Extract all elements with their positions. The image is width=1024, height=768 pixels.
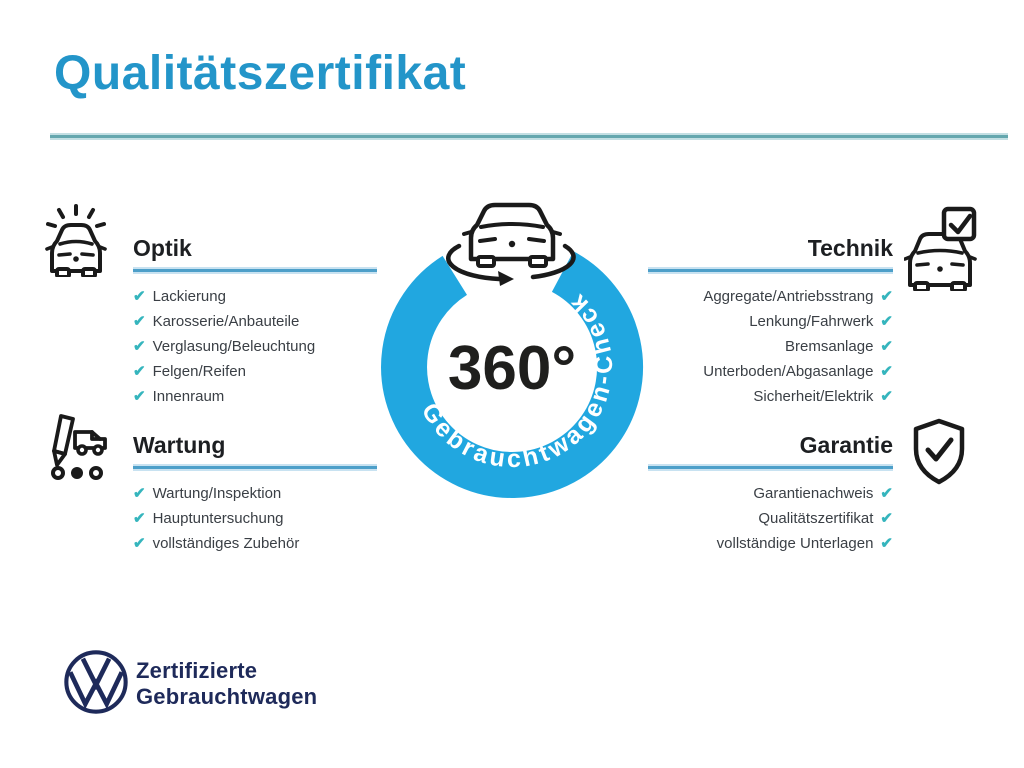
360-check-badge [368,186,656,506]
checklist-item [133,309,377,334]
check-icon: ✔ [880,363,893,380]
check-icon: ✔ [880,510,893,527]
checklist-item [133,359,377,384]
check-icon: ✔ [133,485,146,502]
check-icon: ✔ [133,288,146,305]
item-label: Qualitätszertifikat [758,510,874,527]
checklist-item [648,481,893,506]
service-checklist-icon [42,410,112,484]
checklist-item [133,531,377,556]
checklist-item [648,309,893,334]
item-label: Lenkung/Fahrwerk [749,313,874,330]
checklist-item [133,506,377,531]
checklist-item [133,384,377,409]
item-label: Garantienachweis [753,485,874,502]
section-underline [133,269,377,272]
rotating-car-icon [464,205,560,266]
item-label: vollständige Unterlagen [716,535,874,552]
check-icon: ✔ [880,535,893,552]
checklist-optik [133,284,377,409]
section-underline [648,466,893,469]
item-label: Innenraum [152,388,225,405]
item-label: Wartung/Inspektion [152,485,282,502]
section-optik [133,236,377,409]
item-label: Lackierung [152,288,226,305]
section-title-optik: Optik [133,235,192,261]
checklist-item [133,481,377,506]
check-icon: ✔ [880,313,893,330]
badge-ring-text: Gebrauchtwagen-Check [415,286,619,474]
check-icon: ✔ [880,485,893,502]
checklist-item [648,284,893,309]
checklist-item [648,506,893,531]
vw-logo [61,647,131,717]
section-underline [133,466,377,469]
section-title-wartung: Wartung [133,432,226,458]
check-icon: ✔ [880,388,893,405]
item-label: Sicherheit/Elektrik [753,388,874,405]
check-icon: ✔ [880,338,893,355]
checklist-item [133,334,377,359]
section-underline [648,269,893,272]
checklist-item [648,359,893,384]
footer-line-2: Gebrauchtwagen [136,684,318,709]
section-garantie [648,433,893,556]
checklist-item [648,334,893,359]
footer-brand-text [136,658,317,710]
checklist-technik [648,284,893,409]
shield-check-icon [909,417,969,487]
checklist-wartung [133,481,377,556]
page-title: Qualitätszertifikat [54,47,467,100]
item-label: Karosserie/Anbauteile [152,313,300,330]
section-technik [648,236,893,409]
item-label: Verglasung/Beleuchtung [152,338,316,355]
section-title-technik: Technik [807,235,893,261]
check-icon: ✔ [880,288,893,305]
check-icon: ✔ [133,363,146,380]
checklist-item [648,384,893,409]
check-icon: ✔ [133,510,146,527]
item-label: Aggregate/Antriebsstrang [703,288,874,305]
footer-line-1: Zertifizierte [136,658,258,683]
checklist-item [133,284,377,309]
section-title-garantie: Garantie [799,432,893,458]
item-label: Felgen/Reifen [152,363,246,380]
car-checkbox-icon [904,205,978,291]
header-divider [50,135,1008,138]
check-icon: ✔ [133,535,146,552]
check-icon: ✔ [133,338,146,355]
section-wartung [133,433,377,556]
badge-degrees: 360° [447,334,577,403]
item-label: Unterboden/Abgasanlage [703,363,874,380]
checklist-garantie [648,481,893,556]
item-label: vollständiges Zubehör [152,535,300,552]
check-icon: ✔ [133,388,146,405]
checklist-item [648,531,893,556]
item-label: Hauptuntersuchung [152,510,284,527]
item-label: Bremsanlage [785,338,874,355]
shiny-car-icon [44,203,108,277]
check-icon: ✔ [133,313,146,330]
